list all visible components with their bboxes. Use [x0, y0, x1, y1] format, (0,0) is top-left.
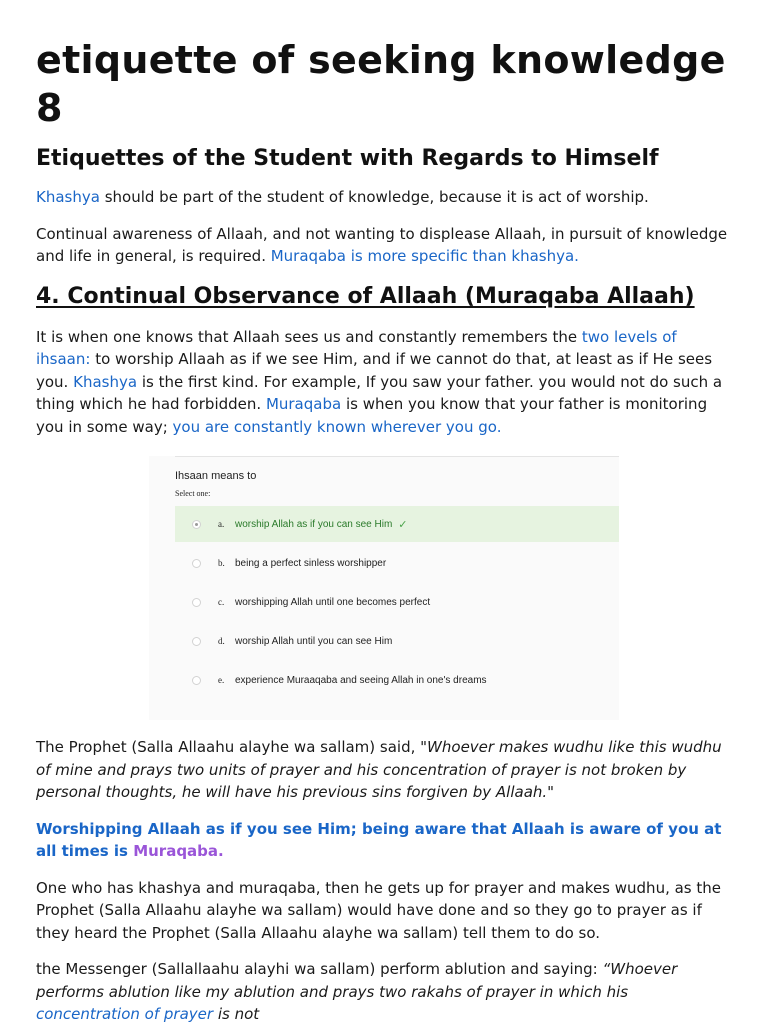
constantly-known-link[interactable]: you are constantly known wherever you go.: [172, 417, 502, 436]
khashya-link[interactable]: Khashya: [36, 188, 100, 206]
option-letter: c.: [218, 597, 225, 607]
option-text: worshipping Allah until one becomes perfect: [235, 596, 431, 608]
quiz-option-c[interactable]: [175, 584, 619, 620]
option-letter: b.: [218, 558, 225, 568]
definition-text: Worshipping Allaah as if you see Him; being aware that Allaah is aware of you at all times is: [36, 819, 722, 860]
paragraph-text: Continual awareness of Allaah, and not wanting to displease Allaah, in pursuit of knowledge and life in general, is required.: [36, 224, 728, 265]
paragraph-awareness: [36, 223, 732, 268]
section-heading: Etiquettes of the Student with Regards to Himself: [36, 146, 659, 171]
heading-muraqaba: 4. Continual Observance of Allaah (Muraqaba Allaah): [36, 283, 695, 309]
paragraph-text: It is when one knows that Allaah sees us and constantly remembers the: [36, 327, 582, 346]
paragraph-text: to worship Allaah as if we see Him, and if we cannot do that, at least as if He sees you.: [36, 350, 713, 391]
paragraph-text: the Messenger (Sallallaahu alayhi wa sallam) perform ablution and saying:: [36, 960, 603, 978]
quiz-screenshot: [149, 456, 619, 720]
ihsaan-levels-link[interactable]: two levels of ihsaan:: [36, 327, 677, 368]
radio-button[interactable]: [192, 676, 201, 685]
radio-button[interactable]: [192, 559, 201, 568]
quiz-instruction: Select one:: [175, 489, 211, 498]
radio-button[interactable]: [192, 520, 201, 529]
paragraph-ihsaan: [36, 326, 732, 439]
muraqaba-term: Muraqaba.: [133, 842, 224, 860]
option-text: being a perfect sinless worshipper: [235, 557, 387, 569]
concentration-of-prayer-link[interactable]: concentration of prayer: [36, 1005, 214, 1023]
muraqaba-link[interactable]: Muraqaba: [265, 395, 342, 413]
paragraph-text: is when you know that your father is monitoring you in some way;: [36, 395, 708, 436]
option-letter: a.: [218, 519, 225, 529]
option-text: experience Muraaqaba and seeing Allah in one's dreams: [235, 674, 487, 686]
hadith-quote: “Whoever performs ablution like my ablution and prays two rakahs of prayer in which his: [36, 960, 678, 1001]
paragraph-wudhu-hadith: [36, 736, 732, 804]
paragraph-text: is the first kind. For example, If you saw your father. you would not do such a thing which he had forbidden.: [36, 372, 723, 413]
paragraph-ablution-hadith: [36, 958, 732, 1026]
paragraph-khashya: [36, 186, 732, 209]
option-letter: e.: [218, 675, 225, 685]
hadith-quote: is not: [213, 1005, 260, 1023]
paragraph-muraqaba-definition: [36, 818, 732, 863]
radio-button[interactable]: [192, 598, 201, 607]
quiz-option-e[interactable]: [175, 662, 619, 698]
quiz-option-b[interactable]: [175, 545, 619, 581]
option-text: worship Allah as if you can see Him: [235, 518, 393, 530]
quiz: [175, 456, 619, 698]
paragraph-text: should be part of the student of knowledge, because it is act of worship.: [99, 188, 649, 206]
quiz-question: Ihsaan means to: [175, 470, 257, 482]
option-letter: d.: [218, 636, 225, 646]
paragraph-text: The Prophet (Salla Allaahu alayhe wa sallam) said,: [36, 738, 421, 756]
check-icon: ✓: [398, 518, 408, 531]
option-text: worship Allah until you can see Him: [235, 635, 393, 647]
quiz-option-d[interactable]: [175, 623, 619, 659]
hadith-quote: "Whoever makes wudhu like this wudhu of mine and prays two units of prayer and his concentration of prayer is not broken by personal thoughts, he will have his previous sins forgiven by Allaah.": [36, 738, 722, 801]
quiz-option-a[interactable]: [175, 506, 619, 542]
muraqaba-specific-link[interactable]: Muraqaba is more specific than khashya.: [270, 247, 579, 265]
page-title: etiquette of seeking knowledge 8: [36, 38, 726, 130]
khashya-link-2[interactable]: Khashya: [73, 372, 138, 391]
paragraph-khashya-muraqaba: One who has khashya and muraqaba, then he gets up for prayer and makes wudhu, as the Prophet (Salla Allaahu alayhe wa sallam) would have done and so they go to prayer as if they heard the Prophet (Salla Allaahu alayhe wa sallam) tell them to do so.: [36, 878, 721, 942]
radio-button[interactable]: [192, 637, 201, 646]
